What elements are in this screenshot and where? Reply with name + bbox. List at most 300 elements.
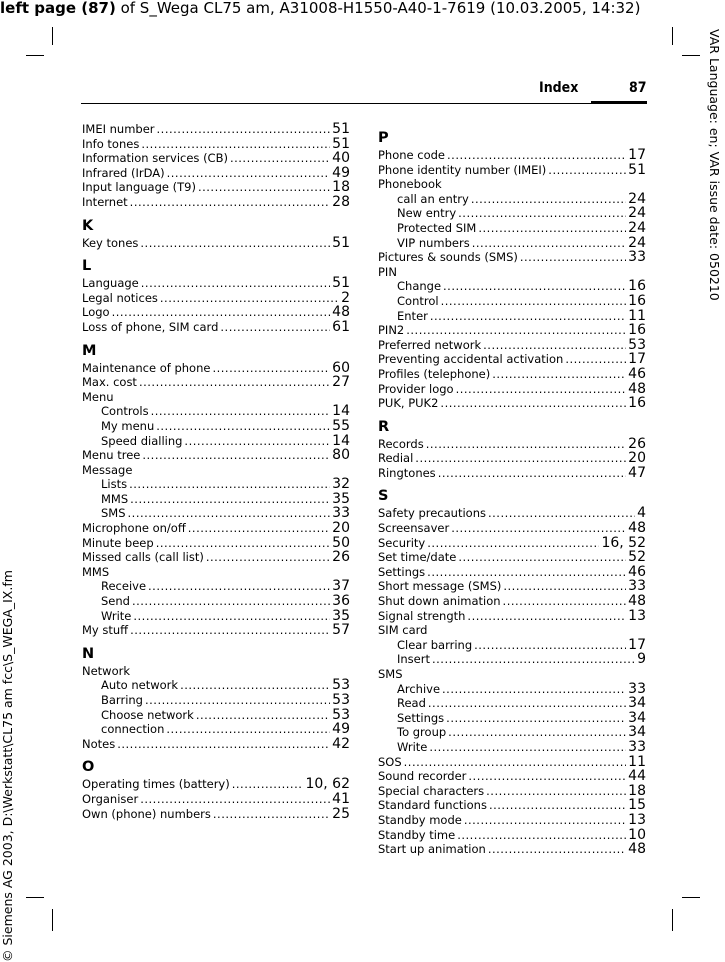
index-letter-heading: P [378, 130, 389, 146]
header-rule-thick [591, 101, 647, 104]
entry-page-number: 14 [332, 432, 350, 449]
dot-leader [148, 579, 330, 594]
entry-page-number: 33 [628, 578, 646, 595]
dot-leader [130, 492, 330, 507]
entry-label: VIP numbers [397, 235, 470, 250]
index-entry [378, 148, 646, 163]
index-subentry [378, 711, 646, 726]
index-entry [378, 755, 646, 770]
entry-page-number: 18 [628, 782, 646, 799]
dot-leader [472, 236, 626, 251]
entry-page-number: 53 [332, 692, 350, 708]
index-entry [378, 506, 646, 521]
entry-page-number: 20 [628, 450, 646, 467]
entry-label: Settings [378, 564, 426, 579]
entry-label: Standard functions [378, 798, 487, 813]
index-entry [82, 536, 350, 551]
index-entry [82, 361, 350, 376]
crop-mark [682, 55, 700, 56]
index-column-right [378, 122, 646, 857]
index-entry [378, 250, 646, 265]
crop-mark [672, 27, 673, 45]
entry-label: Write [101, 608, 132, 623]
entry-page-number: 48 [628, 841, 646, 858]
entry-label: Redial [378, 451, 414, 466]
index-letter-heading: K [82, 217, 94, 234]
index-entry [82, 737, 350, 752]
index-entry [378, 813, 646, 828]
entry-label: IMEI number [82, 122, 155, 136]
dot-leader [446, 711, 626, 726]
entry-label: Settings [397, 710, 445, 725]
entry-label: Phonebook [378, 177, 442, 192]
dot-leader [220, 320, 330, 335]
index-subentry [82, 708, 350, 723]
header-title: Index [539, 80, 579, 96]
entry-label: Clear barring [397, 637, 473, 652]
index-entry [82, 550, 350, 565]
entry-label: Info tones [82, 136, 140, 151]
index-entry [82, 137, 350, 152]
index-subentry [378, 279, 646, 294]
entry-label: Protected SIM [397, 220, 477, 235]
entry-page-number: 10, 62 [305, 776, 350, 793]
entry-label: Language [82, 276, 139, 291]
entry-label: MMS [101, 491, 129, 506]
entry-page-number: 61 [332, 318, 350, 335]
entry-label: SOS [378, 754, 402, 769]
entry-page-number: 16, 52 [601, 534, 646, 551]
entry-page-number: 24 [628, 234, 646, 251]
index-entry [378, 352, 646, 367]
entry-page-number: 14 [332, 403, 350, 420]
index-entry [82, 236, 350, 251]
entry-label: Enter [397, 308, 428, 323]
entry-label: Safety precautions [378, 506, 486, 521]
entry-label: Choose network [101, 707, 194, 722]
entry-page-number: 33 [332, 505, 350, 522]
index-column-left [82, 122, 350, 821]
index-entry [378, 828, 646, 843]
header-rule [81, 103, 647, 104]
entry-label: Records [378, 436, 424, 451]
entry-label: Menu tree [82, 448, 141, 463]
entry-page-number: 55 [332, 417, 350, 434]
entry-page-number: 15 [628, 797, 646, 814]
index-entry [378, 177, 646, 192]
index-entry [378, 466, 646, 481]
dot-leader [112, 305, 331, 320]
dot-leader [441, 294, 627, 309]
dot-leader [117, 737, 330, 752]
dot-leader [440, 396, 626, 411]
crop-mark [672, 909, 673, 931]
index-entry [378, 798, 646, 813]
index-subentry [82, 579, 350, 594]
entry-page-number: 57 [332, 622, 350, 639]
entry-page-number: 25 [332, 805, 350, 822]
entry-label: Send [101, 594, 130, 609]
index-entry [378, 769, 646, 784]
entry-page-number: 46 [628, 365, 646, 382]
index-subentry [82, 506, 350, 521]
dot-leader [468, 769, 626, 784]
index-entry [378, 609, 646, 624]
index-subentry [378, 309, 646, 324]
entry-page-number: 49 [332, 721, 350, 738]
dot-leader [198, 180, 330, 195]
dot-leader [156, 536, 330, 551]
entry-label: Write [397, 739, 428, 754]
entry-label: Maintenance of phone [82, 360, 211, 375]
entry-label: Network [82, 663, 131, 678]
entry-page-number: 35 [332, 607, 350, 624]
entry-label: Receive [101, 579, 147, 594]
index-entry [82, 291, 350, 306]
entry-page-number: 52 [628, 549, 646, 566]
entry-label: Read [397, 696, 426, 711]
index-subentry [82, 609, 350, 624]
entry-label: Key tones [82, 235, 139, 250]
header-page-number: 87 [629, 80, 647, 96]
entry-label: Sound recorder [378, 769, 467, 784]
entry-page-number: 40 [332, 150, 350, 167]
index-entry [82, 276, 350, 291]
dot-leader [488, 842, 626, 857]
entry-page-number: 10 [628, 826, 646, 843]
entry-label: Screensaver [378, 521, 450, 536]
index-entry [82, 565, 350, 580]
entry-label: Pictures & sounds (SMS) [378, 250, 518, 265]
index-entry [82, 390, 350, 405]
entry-page-number: 13 [628, 811, 646, 828]
index-entry [82, 623, 350, 638]
index-entry [378, 382, 646, 397]
index-subentry [82, 693, 350, 708]
dot-leader [429, 740, 626, 755]
index-entry [82, 463, 350, 478]
dot-leader [130, 623, 330, 638]
index-entry [378, 667, 646, 682]
dot-leader [196, 708, 330, 723]
index-subentry [378, 696, 646, 711]
entry-label: Preventing accidental activation [378, 352, 564, 367]
dot-leader [451, 521, 626, 536]
entry-label: To group [397, 725, 447, 740]
dot-leader [184, 434, 330, 449]
entry-label: Signal strength [378, 608, 466, 623]
document-source-line [0, 0, 725, 17]
index-subentry [378, 192, 646, 207]
entry-label: Minute beep [82, 535, 154, 550]
entry-page-number: 11 [628, 307, 646, 324]
index-entry [82, 375, 350, 390]
index-entry [378, 323, 646, 338]
entry-label: Profiles (telephone) [378, 366, 491, 381]
index-entry [82, 521, 350, 536]
index-entry [82, 807, 350, 822]
entry-page-number: 37 [332, 578, 350, 595]
dot-leader [443, 279, 626, 294]
entry-label: Provider logo [378, 381, 454, 396]
entry-label: Archive [397, 681, 441, 696]
dot-leader [548, 163, 626, 178]
dot-leader [483, 338, 626, 353]
entry-page-number: 9 [637, 651, 646, 668]
index-letter-heading: N [82, 645, 95, 662]
dot-leader [128, 506, 331, 521]
entry-label: Phone identity number (IMEI) [378, 162, 547, 177]
language-info: VAR Language: en; VAR issue date: 050210 [707, 29, 722, 301]
source-info: of S_Wega CL75 am, A31008-H1550-A40-1-7619 (10.03.2005, 14:32) [115, 0, 641, 17]
dot-leader [130, 195, 331, 210]
entry-page-number: 26 [332, 549, 350, 566]
entry-page-number: 27 [332, 374, 350, 391]
entry-page-number: 34 [628, 724, 646, 741]
dot-leader [438, 466, 626, 481]
entry-label: Notes [82, 736, 116, 751]
entry-label: Missed calls (call list) [82, 550, 204, 565]
index-entry [82, 792, 350, 807]
dot-leader [520, 250, 626, 265]
entry-page-number: 48 [628, 593, 646, 610]
index-subentry [82, 404, 350, 419]
index-entry [82, 305, 350, 320]
index-entry [378, 163, 646, 178]
entry-label: My menu [101, 418, 155, 433]
entry-page-number: 4 [637, 505, 646, 522]
index-entry [378, 784, 646, 799]
entry-label: Phone code [378, 148, 446, 162]
entry-label: Logo [82, 305, 110, 320]
index-entry [378, 396, 646, 411]
dot-leader [427, 565, 626, 580]
index-subentry [378, 294, 646, 309]
index-letter-heading: M [82, 342, 97, 359]
crop-mark [26, 897, 44, 898]
index-entry [82, 320, 350, 335]
entry-page-number: 16 [628, 395, 646, 412]
crop-mark [26, 55, 44, 56]
index-letter-heading: R [378, 418, 390, 435]
entry-label: Infrared (IrDA) [82, 165, 165, 180]
index-entry [378, 265, 646, 280]
entry-label: Preferred network [378, 337, 482, 352]
entry-page-number: 24 [628, 190, 646, 207]
index-subentry [378, 682, 646, 697]
entry-label: Auto network [101, 678, 179, 693]
dot-leader [474, 638, 626, 653]
entry-label: Legal notices [82, 290, 158, 305]
dot-leader [406, 323, 626, 338]
entry-page-number: 50 [332, 534, 350, 551]
entry-label: Security [378, 535, 426, 550]
dot-leader [467, 609, 626, 624]
index-letter-heading: S [378, 488, 389, 505]
index-subentry [82, 477, 350, 492]
entry-label: MMS [82, 564, 110, 579]
index-entry [378, 451, 646, 466]
entry-page-number: 46 [628, 563, 646, 580]
entry-page-number: 49 [332, 164, 350, 181]
entry-label: Message [82, 462, 133, 477]
dot-leader [430, 309, 626, 324]
entry-page-number: 53 [332, 706, 350, 723]
index-subentry [378, 725, 646, 740]
entry-label: New entry [397, 206, 457, 221]
entry-page-number: 48 [332, 304, 350, 321]
index-subentry [82, 722, 350, 737]
dot-leader [432, 652, 635, 667]
entry-page-number: 17 [628, 147, 646, 163]
page-label: left page (87) [0, 0, 116, 17]
index-entry [378, 579, 646, 594]
entry-label: Max. cost [82, 375, 137, 390]
crop-mark [52, 27, 53, 45]
dot-leader [492, 367, 626, 382]
dot-leader [139, 375, 330, 390]
entry-page-number: 17 [628, 351, 646, 368]
dot-leader [160, 291, 339, 306]
entry-label: SIM card [378, 623, 428, 638]
entry-label: call an entry [397, 191, 469, 206]
entry-page-number: 80 [332, 447, 350, 464]
entry-page-number: 24 [628, 219, 646, 236]
entry-page-number: 32 [332, 476, 350, 493]
entry-page-number: 41 [332, 790, 350, 807]
index-entry [82, 151, 350, 166]
entry-page-number: 47 [628, 464, 646, 481]
dot-leader [140, 792, 330, 807]
dot-leader [447, 148, 626, 163]
index-subentry [82, 419, 350, 434]
dot-leader [471, 192, 626, 207]
entry-label: Microphone on/off [82, 521, 186, 536]
index-letter-heading: O [82, 759, 95, 776]
index-letter-heading: L [82, 258, 92, 275]
dot-leader [180, 678, 330, 693]
entry-label: Change [397, 279, 442, 294]
entry-page-number: 28 [332, 193, 350, 210]
entry-page-number: 42 [332, 735, 350, 752]
entry-label: Standby mode [378, 812, 462, 827]
copyright-path: © Siemens AG 2003, D:\Werkstatt\CL75 am fcc\S_WEGA_IX.fm [0, 570, 15, 962]
entry-label: Loss of phone, SIM card [82, 319, 219, 334]
dot-leader [151, 404, 331, 419]
dot-leader [457, 828, 626, 843]
entry-label: Short message (SMS) [378, 579, 502, 594]
index-entry [378, 536, 646, 551]
entry-label: Insert [397, 652, 430, 667]
entry-page-number: 33 [628, 738, 646, 755]
entry-page-number: 51 [332, 234, 350, 251]
dot-leader [132, 594, 330, 609]
dot-leader [141, 137, 330, 152]
entry-label: My stuff [82, 623, 129, 638]
dot-leader [166, 722, 330, 737]
entry-page-number: 16 [628, 292, 646, 309]
index-subentry [378, 236, 646, 251]
dot-leader [503, 579, 626, 594]
dot-leader [133, 609, 330, 624]
entry-page-number: 18 [332, 179, 350, 196]
dot-leader [426, 437, 626, 452]
entry-page-number: 16 [628, 278, 646, 295]
index-entry [378, 623, 646, 638]
entry-label: Internet [82, 194, 128, 209]
entry-label: Control [397, 293, 439, 308]
dot-leader [142, 448, 330, 463]
index-subentry [378, 206, 646, 221]
index-subentry [82, 434, 350, 449]
dot-leader [442, 682, 626, 697]
index-subentry [378, 221, 646, 236]
dot-leader [188, 521, 330, 536]
crop-mark [682, 897, 700, 898]
index-entry [82, 122, 350, 137]
entry-page-number: 20 [332, 520, 350, 537]
index-subentry [378, 740, 646, 755]
index-entry [82, 664, 350, 679]
index-entry [378, 437, 646, 452]
dot-leader [458, 550, 626, 565]
dot-leader [156, 419, 330, 434]
dot-leader [140, 236, 330, 251]
entry-page-number: 17 [628, 636, 646, 653]
entry-label: Menu [82, 389, 114, 404]
entry-page-number: 26 [628, 435, 646, 452]
entry-page-number: 51 [332, 135, 350, 152]
entry-page-number: 44 [628, 768, 646, 785]
entry-label: SMS [101, 506, 126, 521]
entry-page-number: 33 [628, 249, 646, 266]
dot-leader [486, 784, 626, 799]
index-entry [378, 594, 646, 609]
index-entry [378, 367, 646, 382]
index-entry [378, 521, 646, 536]
index-entry [378, 338, 646, 353]
dot-leader [213, 807, 330, 822]
index-entry [82, 448, 350, 463]
index-entry [378, 550, 646, 565]
entry-page-number: 34 [628, 695, 646, 712]
dot-leader [167, 166, 331, 181]
entry-page-number: 16 [628, 322, 646, 339]
entry-page-number: 53 [628, 336, 646, 353]
entry-label: Operating times (battery) [82, 777, 230, 792]
dot-leader [145, 693, 330, 708]
crop-mark [52, 909, 53, 931]
entry-label: Information services (CB) [82, 151, 228, 166]
dot-leader [141, 276, 330, 291]
entry-label: SMS [378, 667, 403, 681]
dot-leader [212, 361, 330, 376]
entry-page-number: 48 [628, 520, 646, 537]
entry-label: Speed dialling [101, 433, 183, 448]
entry-label: PIN2 [378, 323, 405, 338]
entry-label: Start up animation [378, 842, 486, 857]
dot-leader [489, 798, 626, 813]
entry-page-number: 35 [332, 490, 350, 507]
entry-label: Input language (T9) [82, 180, 196, 195]
entry-label: Own (phone) numbers [82, 806, 211, 821]
entry-page-number: 51 [332, 275, 350, 292]
dot-leader [230, 151, 330, 166]
entry-page-number: 24 [628, 205, 646, 222]
dot-leader [129, 477, 330, 492]
dot-leader [415, 451, 626, 466]
dot-leader [478, 221, 626, 236]
